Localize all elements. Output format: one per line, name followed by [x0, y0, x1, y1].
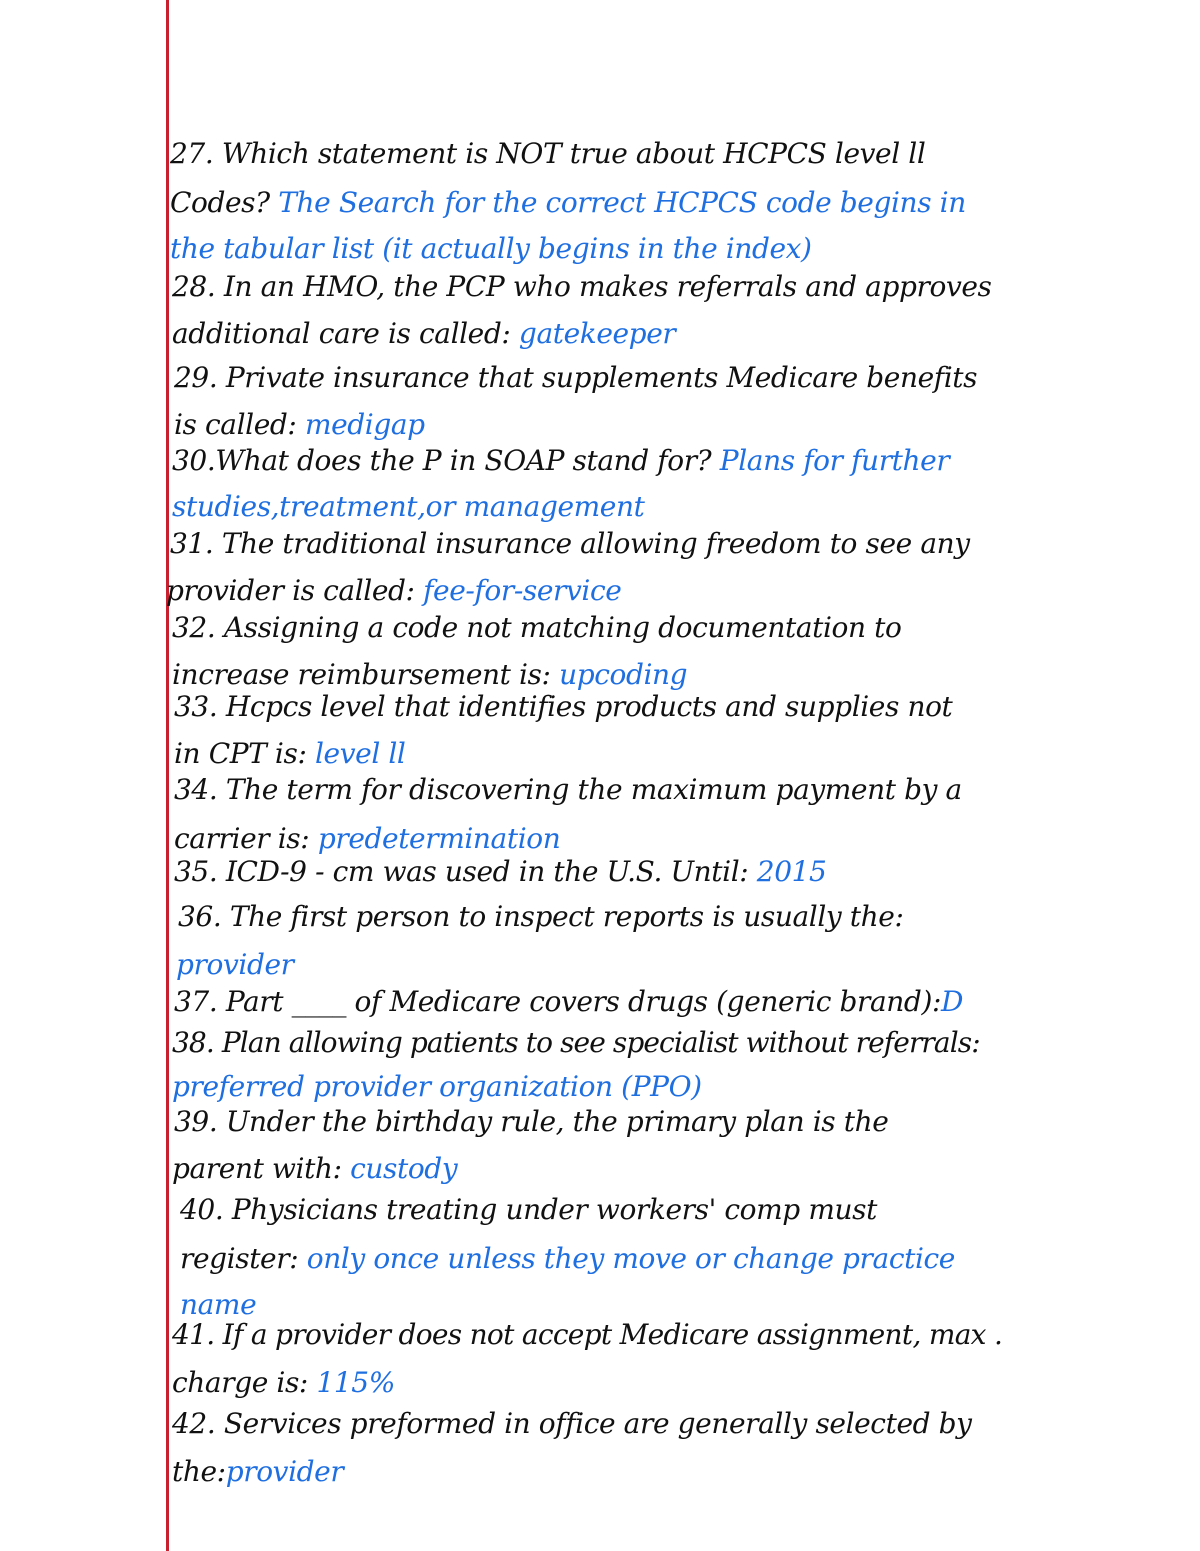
q34-line-1	[174, 773, 962, 806]
q42-number: 42.	[172, 1407, 216, 1440]
q31-question-cont: provider is called:	[166, 574, 424, 607]
q28-number: 28.	[172, 270, 216, 303]
q32-line-2	[172, 658, 688, 691]
q31-question: The traditional insurance allowing freedom to see any	[213, 527, 970, 560]
q31-answer: fee-for-service	[423, 574, 622, 607]
q39-question: Under the birthday rule, the primary plan is the	[217, 1105, 889, 1138]
q27-line-1	[170, 137, 926, 170]
q33-number: 33.	[174, 690, 218, 723]
q29-question-cont: is called:	[174, 408, 305, 441]
q29-question: Private insurance that supplements Medicare benefits	[217, 361, 978, 394]
q34-answer: predetermination	[317, 822, 561, 855]
q28-line-2	[172, 317, 676, 350]
q34-line-2	[174, 822, 561, 855]
q41-answer: 115%	[316, 1366, 395, 1399]
q37-number: 37.	[174, 985, 218, 1018]
q38-question: Plan allowing patients to see specialist without referrals:	[213, 1026, 980, 1059]
q37-answer: D	[941, 985, 964, 1018]
q38-answer: preferred provider organization (PPO)	[172, 1070, 702, 1103]
q40-question: Physicians treating under workers' comp must	[223, 1193, 877, 1226]
q33-answer: level ll	[315, 737, 406, 770]
q29-number: 29.	[174, 361, 218, 394]
q32-question: Assigning a code not matching documentation to	[215, 611, 902, 644]
q31-line-1	[170, 527, 970, 560]
q41-line-1	[172, 1318, 1003, 1351]
q28-question: In an HMO, the PCP who makes referrals and approves	[215, 270, 992, 303]
q36-answer: provider	[176, 948, 294, 981]
q40-answer-cont: name	[180, 1288, 257, 1321]
q27-question-cont: Codes?	[170, 186, 279, 219]
q27-line-2	[170, 186, 966, 219]
q35-number: 35.	[174, 855, 218, 888]
q41-line-2	[172, 1366, 395, 1399]
q39-answer: custody	[350, 1152, 458, 1185]
q42-question: Services preformed in office are generally selected by	[215, 1407, 972, 1440]
q31-number: 31.	[170, 527, 214, 560]
q39-line-2	[172, 1152, 458, 1185]
q36-line-1	[178, 900, 904, 933]
q29-line-1	[174, 361, 978, 394]
q27-number: 27.	[170, 137, 214, 170]
q37-line-1	[174, 985, 964, 1018]
q40-number: 40.	[180, 1193, 224, 1226]
q37-question: Part ____ of Medicare covers drugs (generic brand):	[217, 985, 942, 1018]
q33-line-2	[174, 737, 406, 770]
q36-number: 36.	[178, 900, 222, 933]
q40-line-1	[180, 1193, 877, 1226]
q38-line-1	[172, 1026, 980, 1059]
q27-question: Which statement is NOT true about HCPCS level ll	[213, 137, 926, 170]
q30-number: 30.	[172, 444, 216, 477]
q42-answer: provider	[225, 1455, 344, 1488]
q34-question: The term for discovering the maximum payment by a	[217, 773, 962, 806]
q42-line-2	[172, 1455, 344, 1488]
q32-line-1	[172, 611, 902, 644]
q27-answer-cont: the tabular list (it actually begins in the index)	[170, 232, 812, 265]
q39-question-cont: parent with:	[172, 1152, 351, 1185]
q33-line-1	[174, 690, 953, 723]
q29-line-2	[174, 408, 425, 441]
q33-question-cont: in CPT is:	[174, 737, 315, 770]
q35-question: ICD-9 - cm was used in the U.S. Until:	[217, 855, 757, 888]
q35-line-1	[174, 855, 827, 888]
q29-answer: medigap	[304, 408, 425, 441]
q36-question: The first person to inspect reports is usually the:	[221, 900, 904, 933]
q32-number: 32.	[172, 611, 216, 644]
q27-answer: The Search for the correct HCPCS code begins in	[278, 186, 966, 219]
q32-question-cont: increase reimbursement is:	[172, 658, 560, 691]
q33-question: Hcpcs level that identifies products and supplies not	[217, 690, 953, 723]
q34-number: 34.	[174, 773, 218, 806]
q38-number: 38.	[172, 1026, 214, 1059]
q40-question-cont: register:	[180, 1242, 307, 1275]
q40-answer: only once unless they move or change practice	[306, 1242, 955, 1275]
q39-line-1	[174, 1105, 889, 1138]
q39-number: 39.	[174, 1105, 218, 1138]
q30-question: What does the P in SOAP stand for?	[215, 444, 720, 477]
q28-line-1	[172, 270, 992, 303]
q35-answer: 2015	[756, 855, 827, 888]
q28-question-cont: additional care is called:	[172, 317, 519, 350]
q41-question-cont: charge is:	[172, 1366, 317, 1399]
q42-question-cont: the:	[172, 1455, 226, 1488]
q30-line-1	[172, 444, 950, 477]
q31-line-2	[166, 574, 622, 607]
q41-question: If a provider does not accept Medicare assignment, max .	[214, 1318, 1003, 1351]
q32-answer: upcoding	[559, 658, 688, 691]
q34-question-cont: carrier is:	[174, 822, 318, 855]
q30-answer-cont: studies,treatment,or management	[172, 490, 645, 523]
q28-answer: gatekeeper	[518, 317, 676, 350]
q30-answer: Plans for further	[719, 444, 950, 477]
q40-line-2	[180, 1242, 955, 1275]
q41-number: 41.	[172, 1318, 215, 1351]
q42-line-1	[172, 1407, 972, 1440]
